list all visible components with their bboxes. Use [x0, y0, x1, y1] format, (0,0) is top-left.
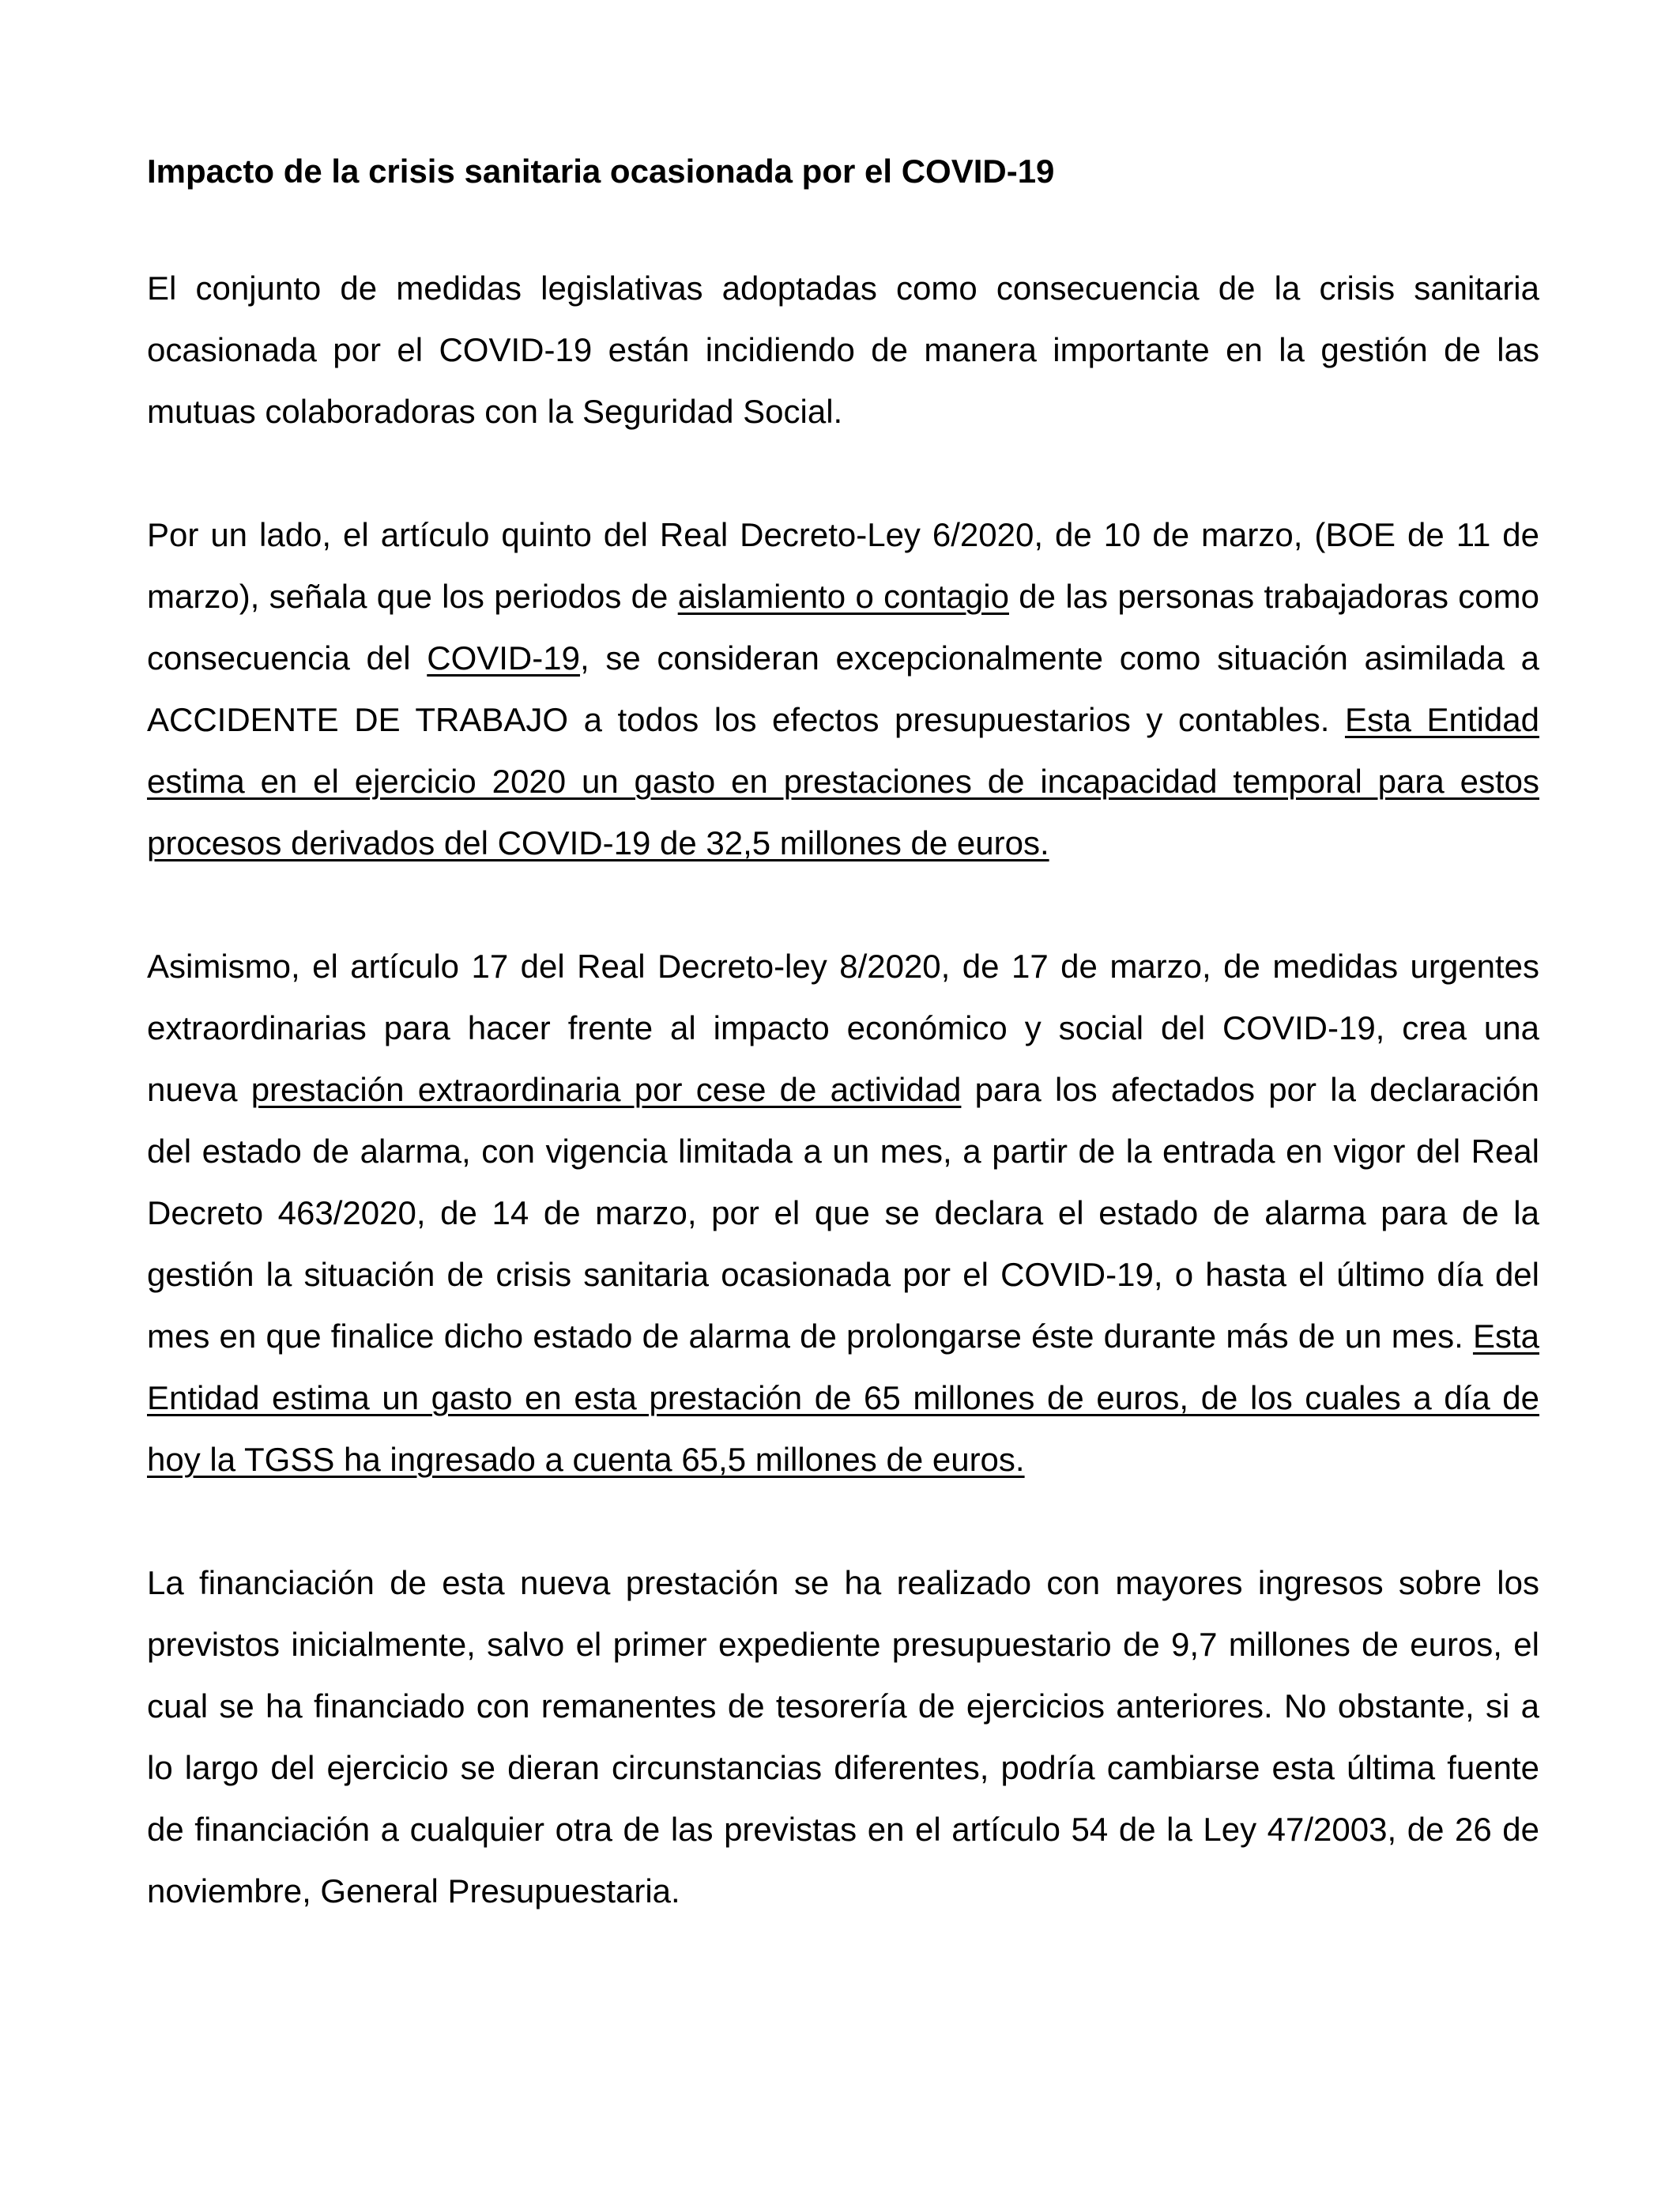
paragraph-text: para los afectados por la declaración del estado de alarma, con vigencia limitada a un mes, a partir de la entrada en vigor del Real Decreto 463/2020, de 14 de marzo, por el que se declara el estado de alarma para de la gestión la situación de crisis sanitaria ocasionada por el COVID-19, o hasta el último día del mes en que finalice dicho estado de alarma de prolongarse éste durante más de un mes.: [147, 1071, 1539, 1355]
paragraph-real-decreto-6-2020: [147, 504, 1539, 874]
underlined-text: aislamiento o contagio: [677, 578, 1009, 615]
paragraph-text: Por un lado, el artículo quinto del Real Decreto-Ley 6/2020, de 10 de marzo, (BOE de 11 de marzo), señala que los periodos de: [147, 516, 1539, 615]
underlined-estimate-text: Esta Entidad estima en el ejercicio 2020 un gasto en prestaciones de incapacidad temporal para estos procesos derivados del COVID-19 de 32,5 millones de euros.: [147, 701, 1539, 861]
paragraph-text: Asimismo, el artículo 17 del Real Decreto-ley 8/2020, de 17 de marzo, de medidas urgentes extraordinarias para hacer frente al impacto económico y social del COVID-19, crea una nueva: [147, 948, 1539, 1108]
document-body: [147, 141, 1539, 1922]
paragraph-real-decreto-8-2020: [147, 936, 1539, 1491]
paragraph-intro: El conjunto de medidas legislativas adoptadas como consecuencia de la crisis sanitaria ocasionada por el COVID-19 están incidiendo de manera importante en la gestión de las mutuas colaboradoras con la Seguridad Social.: [147, 270, 1539, 430]
underlined-estimate-text: Esta Entidad estima un gasto en esta prestación de 65 millones de euros, de los cuales a día de hoy la TGSS ha ingresado a cuenta 65,5 millones de euros.: [147, 1318, 1539, 1478]
document-title: Impacto de la crisis sanitaria ocasionada por el COVID-19: [147, 153, 1055, 190]
underlined-text: COVID-19: [427, 639, 580, 677]
paragraph-text: de las personas trabajadoras como consecuencia del: [147, 578, 1539, 677]
paragraph-financiacion: La financiación de esta nueva prestación se ha realizado con mayores ingresos sobre los previstos inicialmente, salvo el primer expediente presupuestario de 9,7 millones de euros, el cual se ha financiado con remanentes de tesorería de ejercicios anteriores. No obstante, si a lo largo del ejercicio se dieran circunstancias diferentes, podría cambiarse esta última fuente de financiación a cualquier otra de las previstas en el artículo 54 de la Ley 47/2003, de 26 de noviembre, General Presupuestaria.: [147, 1564, 1539, 1909]
paragraph-text: , se consideran excepcionalmente como situación asimilada a ACCIDENTE DE TRABAJO a todos los efectos presupuestarios y contables.: [147, 639, 1539, 738]
underlined-text: prestación extraordinaria por cese de actividad: [250, 1071, 962, 1108]
